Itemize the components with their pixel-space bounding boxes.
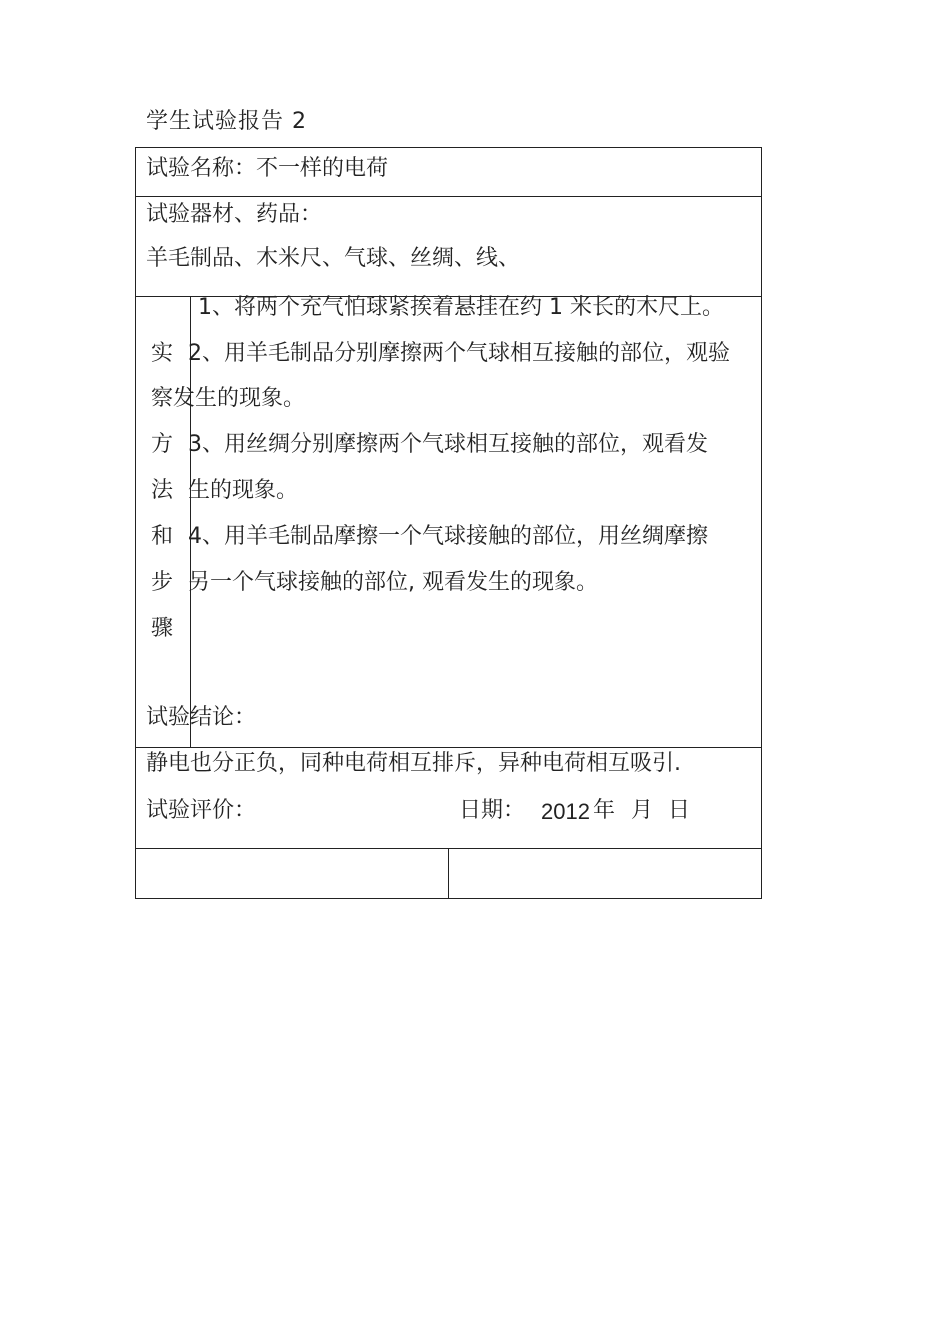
materials-label: 试验器材、药品： bbox=[146, 202, 323, 227]
method-label-char: 法 bbox=[151, 478, 174, 503]
table-border-bottom bbox=[135, 898, 762, 899]
document-title: 学生试验报告 2 bbox=[146, 109, 307, 134]
step-4-line-2: 另一个气球接触的部位, 观看发生的现象。 bbox=[188, 570, 598, 595]
date-day-unit: 日 bbox=[668, 798, 691, 823]
step-3-line-2: 生的现象。 bbox=[188, 478, 299, 503]
conclusion-value: 静电也分正负，同种电荷相互排斥，异种电荷相互吸引. bbox=[146, 751, 681, 776]
evaluation-label: 试验评价： bbox=[146, 798, 257, 823]
materials-value: 羊毛制品、木米尺、气球、丝绸、线、 bbox=[146, 246, 521, 271]
step-1: 1、将两个充气怕球紧挨着悬挂在约 1 米长的木尺上。 bbox=[198, 295, 724, 320]
table-border-top bbox=[135, 147, 762, 148]
method-label-char: 步 bbox=[151, 570, 174, 595]
method-label-char: 方 bbox=[151, 432, 174, 457]
date-label: 日期： bbox=[459, 798, 526, 823]
step-2-line-2: 察发生的现象。 bbox=[151, 386, 306, 411]
signature-cell-right bbox=[449, 849, 761, 898]
table-border-left bbox=[135, 147, 136, 899]
step-2-line-1: 2、用羊毛制品分别摩擦两个气球相互接触的部位，观验 bbox=[188, 341, 730, 366]
signature-cell-left bbox=[136, 849, 448, 898]
method-label-char: 和 bbox=[151, 524, 174, 549]
step-3-line-1: 3、用丝绸分别摩擦两个气球相互接触的部位，观看发 bbox=[188, 432, 708, 457]
date-month-unit: 月 bbox=[631, 798, 654, 823]
table-divider-name bbox=[135, 196, 762, 197]
date-year: 2012 bbox=[541, 799, 590, 824]
method-label-char: 骤 bbox=[151, 616, 174, 641]
table-border-right bbox=[761, 147, 762, 899]
table-divider-method bbox=[135, 747, 762, 748]
conclusion-label: 试验结论： bbox=[146, 705, 257, 730]
method-label-char: 实 bbox=[151, 341, 174, 366]
step-4-line-1: 4、用羊毛制品摩擦一个气球接触的部位，用丝绸摩擦 bbox=[188, 524, 708, 549]
date-year-unit: 年 bbox=[593, 798, 616, 823]
experiment-name: 试验名称：不一样的电荷 bbox=[146, 156, 389, 181]
